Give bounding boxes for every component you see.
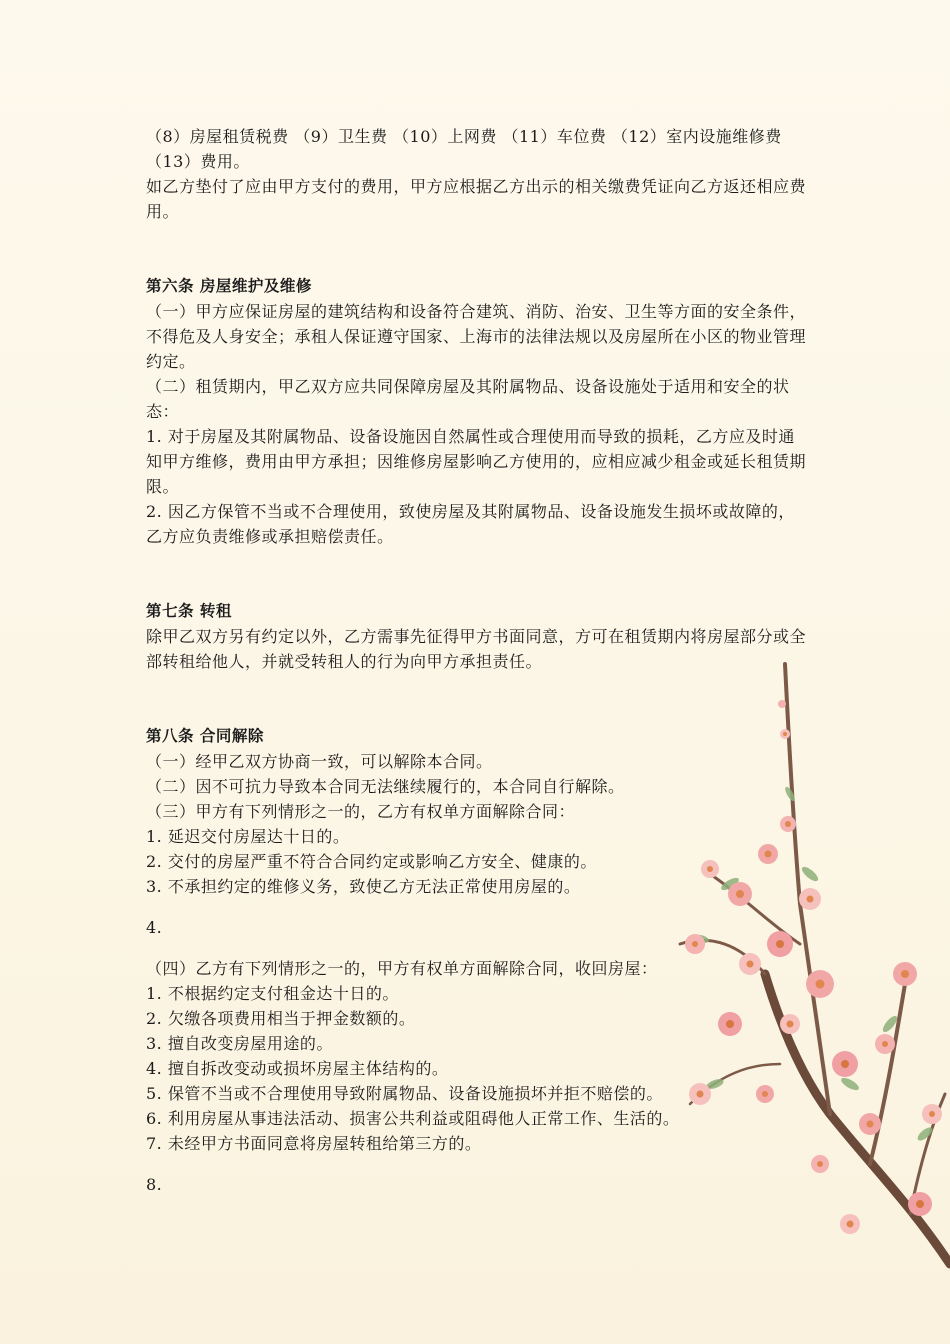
article-7-para-1: 除甲乙双方另有约定以外，乙方需事先征得甲方书面同意，方可在租赁期内将房屋部分或全部转租给他人，并就受转租人的行为向甲方承担责任。 [146, 627, 807, 671]
list-item: 7. 未经甲方书面同意将房屋转租给第三方的。 [146, 1134, 482, 1153]
article-6-title: 第六条 房屋维护及维修 [146, 277, 312, 295]
list-item: 6. 利用房屋从事违法活动、损害公共利益或阻碍他人正常工作、生活的。 [146, 1109, 680, 1128]
article-8-para-1: （一）经甲乙双方协商一致，可以解除本合同。 [146, 752, 493, 771]
article-7-title: 第七条 转租 [146, 602, 232, 620]
intro-reimbursement: 如乙方垫付了应由甲方支付的费用，甲方应根据乙方出示的相关缴费凭证向乙方返还相应费用。 [146, 177, 807, 221]
list-item: 8. [146, 1175, 163, 1194]
list-item: 3. 擅自改变房屋用途的。 [146, 1034, 333, 1053]
list-item: 2. 交付的房屋严重不符合合同约定或影响乙方安全、健康的。 [146, 852, 597, 871]
list-item: 1. 不根据约定支付租金达十日的。 [146, 984, 399, 1003]
intro-fee-list: （8）房屋租赁税费 （9）卫生费 （10）上网费 （11）车位费 （12）室内设施维修费 （13）费用。 [146, 127, 782, 171]
article-6-para-2: （二）租赁期内，甲乙双方应共同保障房屋及其附属物品、设备设施处于适用和安全的状态： [146, 377, 790, 421]
article-6 [146, 274, 811, 549]
article-6-para-3: 1. 对于房屋及其附属物品、设备设施因自然属性或合理使用而导致的损耗，乙方应及时通知甲方维修，费用由甲方承担；因维修房屋影响乙方使用的，应相应减少租金或延长租赁期限。 [146, 427, 807, 496]
article-8-para-4: （四）乙方有下列情形之一的，甲方有权单方面解除合同，收回房屋： [146, 959, 658, 978]
list-item: 4. [146, 918, 163, 937]
list-item: 3. 不承担约定的维修义务，致使乙方无法正常使用房屋的。 [146, 877, 581, 896]
article-8-para-2: （二）因不可抗力导致本合同无法继续履行的，本合同自行解除。 [146, 777, 625, 796]
list-item: 1. 延迟交付房屋达十日的。 [146, 827, 350, 846]
list-item: 4. 擅自拆改变动或损坏房屋主体结构的。 [146, 1059, 449, 1078]
article-6-para-1: （一）甲方应保证房屋的建筑结构和设备符合建筑、消防、治安、卫生等方面的安全条件，不得危及人身安全；承租人保证遵守国家、上海市的法律法规以及房屋所在小区的物业管理约定。 [146, 302, 807, 371]
article-8-para-3: （三）甲方有下列情形之一的，乙方有权单方面解除合同： [146, 802, 576, 821]
plum-blossom-branch-icon [670, 644, 950, 1344]
article-8-title: 第八条 合同解除 [146, 727, 264, 745]
list-item: 5. 保管不当或不合理使用导致附属物品、设备设施损坏并拒不赔偿的。 [146, 1084, 663, 1103]
list-item: 2. 欠缴各项费用相当于押金数额的。 [146, 1009, 416, 1028]
article-6-para-4: 2. 因乙方保管不当或不合理使用，致使房屋及其附属物品、设备设施发生损坏或故障的，乙方应负责维修或承担赔偿责任。 [146, 502, 795, 546]
